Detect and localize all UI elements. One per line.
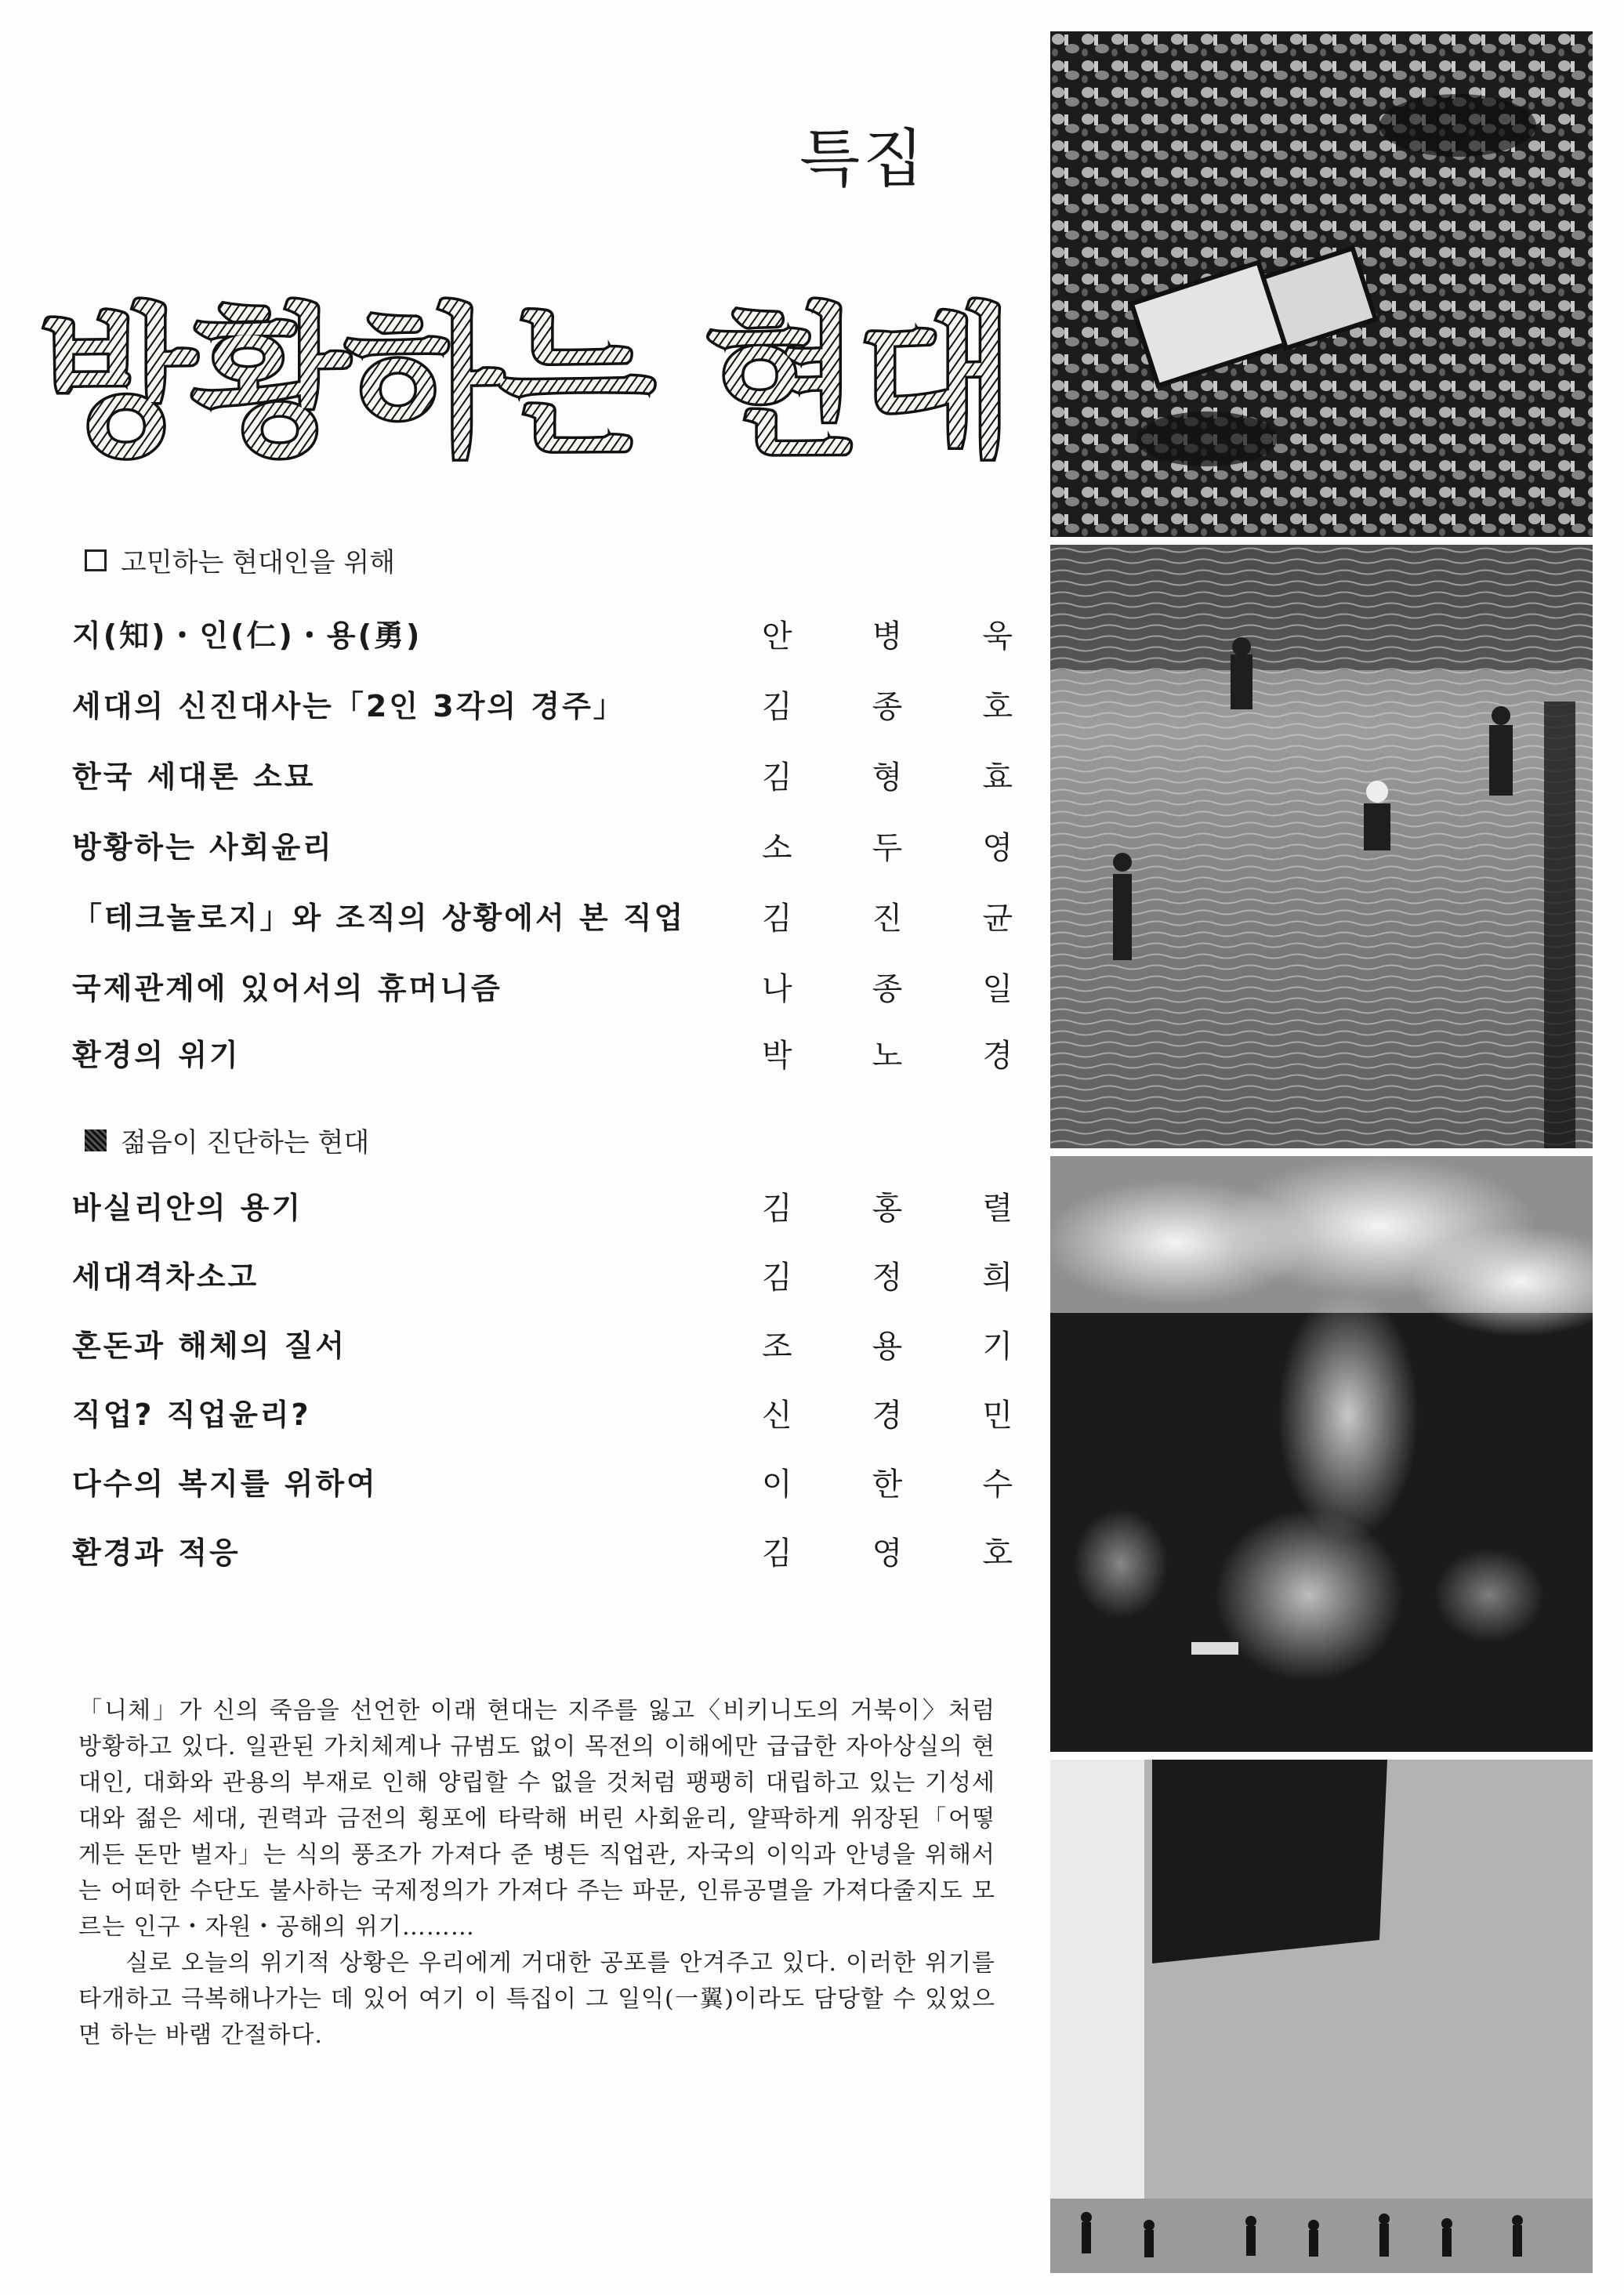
photo-crowd bbox=[1050, 31, 1593, 537]
photo-banner bbox=[1050, 1760, 1593, 2273]
toc-entry-author: 김 홍 렬 bbox=[762, 1191, 1013, 1227]
section-heading-text: 젊음이 진단하는 현대 bbox=[121, 1127, 370, 1158]
toc-entry-title: 다수의 복지를 위하여 bbox=[72, 1467, 378, 1501]
toc-entry-author: 조 용 기 bbox=[762, 1329, 1013, 1365]
toc-entry-title: 혼돈과 해체의 질서 bbox=[72, 1329, 347, 1363]
intro-paragraph: 실로 오늘의 위기적 상황은 우리에게 거대한 공포를 안겨주고 있다. 이러한 위기를 타개하고 극복해나가는 데 있어 여기 이 특집이 그 일익(一翼)이라도 담당할 수 있었으면 하는 바램 간절하다. bbox=[78, 1949, 995, 2049]
section-heading-text: 고민하는 현대인을 위해 bbox=[121, 547, 396, 578]
section-heading-1 bbox=[85, 541, 395, 579]
intro-text bbox=[78, 1693, 995, 2054]
toc-entry-title: 직업? 직업윤리? bbox=[72, 1398, 311, 1432]
toc-entry[interactable] bbox=[72, 823, 1013, 870]
toc-entry-author: 신 경 민 bbox=[762, 1398, 1013, 1434]
toc-entry[interactable] bbox=[72, 1322, 1013, 1369]
toc-entry-author: 김 종 호 bbox=[762, 689, 1013, 725]
toc-entry[interactable] bbox=[72, 1031, 1013, 1078]
feature-title bbox=[39, 282, 1027, 470]
toc-entry[interactable] bbox=[72, 611, 1013, 658]
toc-entry[interactable] bbox=[72, 1184, 1013, 1231]
toc-entry[interactable] bbox=[72, 894, 1013, 941]
toc-entry[interactable] bbox=[72, 752, 1013, 799]
filled-square-icon bbox=[85, 1129, 107, 1151]
toc-entry-author: 안 병 욱 bbox=[762, 618, 1013, 654]
intro-paragraph: 「니체」가 신의 죽음을 선언한 이래 현대는 지주를 잃고〈비키니도의 거북이〉처럼 방황하고 있다. 일관된 가치체계나 규범도 없이 목전의 이해에만 급급한 자아상실의 현대인, 대화와 관용의 부재로 인해 양립할 수 없을 것처럼 팽팽히 대립하고 있는 기성세대와 젊은 세대, 권력과 금전의 횡포에 타락해 버린 사회윤리, 얄팍하게 위장된「어떻게든 돈만 벌자」는 식의 풍조가 가져다 준 병든 직업관, 자국의 이익과 안녕을 위해서는 어떠한 수단도 불사하는 국제정의가 가져다 주는 파문, 인류공멸을 가져다줄지도 모르는 인구・자원・공해의 위기……… bbox=[78, 1697, 995, 1941]
toc-entry-title: 세대격차소고 bbox=[72, 1260, 259, 1294]
toc-entry-title: 지(知)・인(仁)・용(勇) bbox=[72, 618, 422, 653]
toc-entry-title: 「테크놀로지」와 조직의 상황에서 본 직업 bbox=[72, 901, 686, 935]
photo-flood bbox=[1050, 545, 1593, 1148]
toc-entry-author: 소 두 영 bbox=[762, 830, 1013, 866]
toc-entry-title: 세대의 신진대사는「2인 3각의 경주」 bbox=[72, 689, 625, 723]
toc-entry[interactable] bbox=[72, 682, 1013, 729]
section-kicker: 특집 bbox=[799, 122, 927, 195]
toc-entry-author: 김 정 희 bbox=[762, 1260, 1013, 1296]
toc-entry-title: 방황하는 사회윤리 bbox=[72, 830, 334, 865]
empty-square-icon bbox=[85, 549, 107, 571]
toc-entry-author: 김 진 균 bbox=[762, 901, 1013, 937]
toc-entry-title: 바실리안의 용기 bbox=[72, 1191, 303, 1225]
toc-entry-author: 박 노 경 bbox=[762, 1038, 1013, 1074]
toc-entry-title: 국제관계에 있어서의 휴머니즘 bbox=[72, 971, 502, 1006]
toc-entry[interactable] bbox=[72, 1390, 1013, 1438]
section-heading-2 bbox=[85, 1121, 369, 1159]
toc-entry-author: 김 형 효 bbox=[762, 760, 1013, 796]
toc-entry-title: 환경의 위기 bbox=[72, 1038, 241, 1072]
photo-smoke bbox=[1050, 1156, 1593, 1752]
toc-entry-author: 김 영 호 bbox=[762, 1535, 1013, 1572]
toc-entry-author: 나 종 일 bbox=[762, 971, 1013, 1007]
photo-column bbox=[1050, 31, 1593, 2273]
toc-entry[interactable] bbox=[72, 1459, 1013, 1506]
toc-entry[interactable] bbox=[72, 1528, 1013, 1575]
toc-entry-title: 환경과 적응 bbox=[72, 1535, 241, 1570]
toc-entry-title: 한국 세대론 소묘 bbox=[72, 760, 316, 794]
toc-entry[interactable] bbox=[72, 964, 1013, 1011]
feature-title-text: 방황하는 현대 bbox=[39, 291, 1011, 470]
toc-entry[interactable] bbox=[72, 1253, 1013, 1300]
toc-entry-author: 이 한 수 bbox=[762, 1467, 1013, 1503]
